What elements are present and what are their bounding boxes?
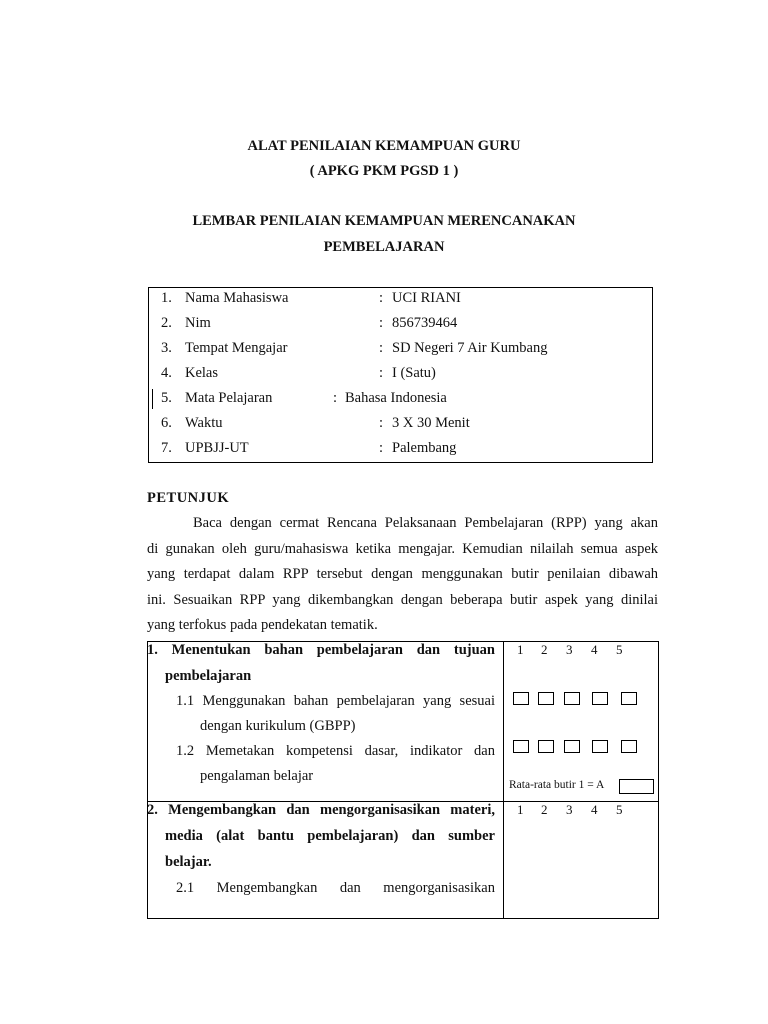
criterion-1-item-2-line2: pengalaman belajar [200, 768, 314, 784]
instructions-heading: PETUNJUK [147, 490, 230, 506]
criterion-2-title-line2: media (alat bantu pembelajaran) dan sumber [165, 828, 495, 844]
criterion-2-score-cell [503, 801, 659, 919]
identity-label: UPBJJ-UT [185, 440, 249, 456]
criterion-1-score-cell [503, 641, 659, 802]
average-input[interactable] [619, 779, 654, 794]
scale-label: 5 [616, 802, 623, 817]
identity-label: Tempat Mengajar [185, 340, 288, 356]
identity-value: 3 X 30 Menit [392, 415, 470, 431]
criterion-1-title-line2: pembelajaran [165, 668, 252, 684]
identity-value: 856739464 [392, 315, 458, 331]
score-checkbox[interactable] [592, 692, 608, 705]
criterion-2-item-1: 2.1 Mengembangkan dan mengorganisasikan [176, 880, 495, 896]
score-checkbox[interactable] [592, 740, 608, 753]
criterion-1-item-1-line2: dengan kurikulum (GBPP) [200, 718, 356, 734]
score-checkbox[interactable] [621, 692, 637, 705]
score-checkbox[interactable] [538, 692, 554, 705]
criterion-2-title: 2. Mengembangkan dan mengorganisasikan materi, [147, 802, 495, 818]
instructions-paragraph [147, 511, 658, 639]
scale-label: 4 [591, 642, 598, 657]
identity-colon: : [333, 390, 338, 406]
identity-colon: : [379, 340, 384, 356]
identity-number: 3. [161, 340, 172, 356]
scale-label: 2 [541, 642, 548, 657]
document-title: ALAT PENILAIAN KEMAMPUAN GURU [247, 138, 521, 154]
criterion-1-title: 1. Menentukan bahan pembelajaran dan tujuan [147, 642, 495, 658]
document-code: ( APKG PKM PGSD 1 ) [309, 163, 459, 179]
average-label: Rata-rata butir 1 = A [509, 779, 605, 791]
scale-label: 1 [517, 802, 524, 817]
document-subtitle: LEMBAR PENILAIAN KEMAMPUAN MERENCANAKAN [192, 213, 576, 229]
identity-label: Waktu [185, 415, 223, 431]
criterion-1-item-2: 1.2 Memetakan kompetensi dasar, indikator dan [176, 743, 495, 759]
scale-label: 2 [541, 802, 548, 817]
identity-colon: : [379, 415, 384, 431]
instructions-line: Baca dengan cermat Rencana Pelaksanaan Pembelajaran (RPP) yang akan [193, 515, 658, 531]
identity-number: 6. [161, 415, 172, 431]
score-checkbox[interactable] [513, 692, 529, 705]
identity-label: Nim [185, 315, 211, 331]
score-checkbox[interactable] [621, 740, 637, 753]
identity-number: 2. [161, 315, 172, 331]
identity-value: SD Negeri 7 Air Kumbang [392, 340, 548, 356]
identity-value: Bahasa Indonesia [345, 390, 447, 406]
identity-colon: : [379, 315, 384, 331]
identity-value: I (Satu) [392, 365, 436, 381]
instructions-line: di gunakan oleh guru/mahasiswa ketika mengajar. Kemudian nilailah semua aspek [147, 540, 658, 557]
identity-colon: : [379, 290, 384, 306]
score-checkbox[interactable] [564, 740, 580, 753]
identity-number: 1. [161, 290, 172, 306]
score-checkbox[interactable] [513, 740, 529, 753]
identity-box [148, 287, 653, 463]
instructions-line: yang terfokus pada pendekatan tematik. [147, 617, 378, 633]
score-checkbox[interactable] [538, 740, 554, 753]
scale-label: 3 [566, 642, 573, 657]
identity-value: Palembang [392, 440, 457, 456]
identity-number: 7. [161, 440, 172, 456]
scale-label: 4 [591, 802, 598, 817]
document-subtitle-line2: PEMBELAJARAN [323, 239, 445, 255]
scale-label: 3 [566, 802, 573, 817]
identity-number: 4. [161, 365, 172, 381]
identity-number: 5. [161, 390, 172, 406]
identity-label: Nama Mahasiswa [185, 290, 289, 306]
identity-colon: : [379, 365, 384, 381]
score-checkbox[interactable] [564, 692, 580, 705]
scale-label: 5 [616, 642, 623, 657]
cursor-mark [152, 389, 153, 409]
criterion-2-title-line3: belajar. [165, 854, 212, 870]
identity-label: Kelas [185, 365, 219, 381]
instructions-line: yang terdapat dalam RPP tersebut dengan menggunakan butir penilaian dibawah [147, 566, 658, 582]
scale-label: 1 [517, 642, 524, 657]
identity-label: Mata Pelajaran [185, 390, 273, 406]
instructions-line: ini. Sesuaikan RPP yang dikembangkan dengan beberapa butir aspek yang dinilai [147, 591, 658, 608]
identity-colon: : [379, 440, 384, 456]
criterion-1-item-1: 1.1 Menggunakan bahan pembelajaran yang sesuai [176, 693, 495, 709]
identity-value: UCI RIANI [392, 290, 461, 306]
